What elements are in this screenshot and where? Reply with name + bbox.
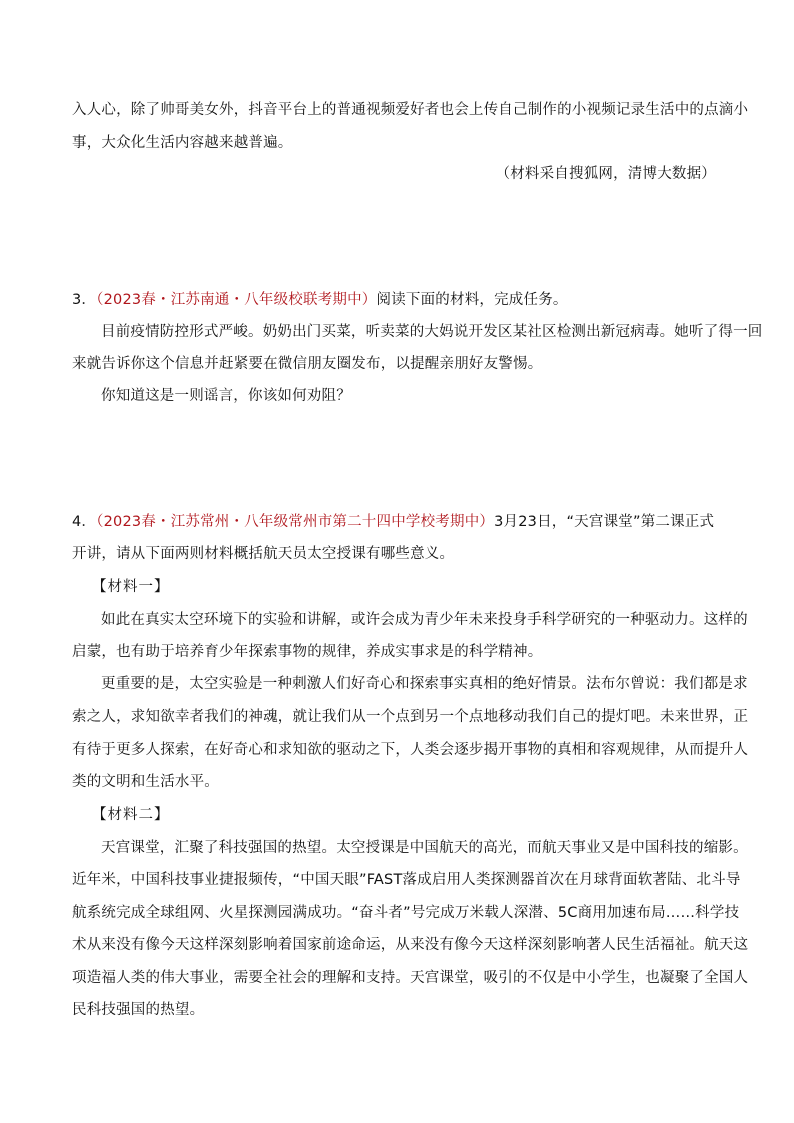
paragraph-line: 民科技强国的热望。	[72, 1002, 205, 1018]
paragraph-line: 索之人，求知欲幸者我们的神魂，就让我们从一个点到另一个点地移动我们自己的提灯吧。未来世界，正	[72, 709, 749, 725]
paragraph-line: 有待于更多人探索，在好奇心和求知欲的驱动之下，人类会逐步揭开事物的真相和容观规律，从而提升人	[72, 742, 749, 758]
question-number: 4．	[72, 514, 97, 530]
paragraph-line: 类的文明和生活水平。	[72, 774, 219, 790]
question-prompt: 阅读下面的材料，完成任务。	[376, 292, 568, 308]
paragraph-line: 近年米，中国科技事业捷报频传，“中国天眼”FAST落成启用人类探测器首次在月球背面软著陆、北斗导	[72, 872, 741, 888]
paragraph-line: 术从来没有像今天这样深刻影响着国家前途命运，从来没有像今天这样深刻影响著人民生活福祉。航天这	[72, 937, 749, 953]
question-4-header	[72, 512, 722, 532]
question-number: 3．	[72, 292, 97, 308]
question-task: 你知道这是一则谣言，你该如何劝阻？	[101, 388, 351, 404]
paragraph-line: 启蒙，也有助于培养育少年探索事物的规律，养成实事求是的科学精神。	[72, 644, 543, 660]
paragraph-line: 航系统完成全球组网、火星探测园满成功。“奋斗者”号完成万米载人深潜、5C商用加速布局……科学技	[72, 905, 740, 921]
question-prompt: 3月23日，“天宫课堂”第二课正式	[494, 514, 715, 530]
material-1-title: 【材料一】	[92, 579, 170, 595]
paragraph-line: 入人心，除了帅哥美女外，抖音平台上的普通视频爱好者也会上传自己制作的小视频记录生活中的点滴小	[72, 102, 749, 118]
paragraph-line: 事，大众化生活内容越来越普遍。	[72, 135, 293, 151]
question-source: （2023春・江苏常州・八年级常州市第二十四中学校考期中）	[96, 514, 495, 530]
paragraph-line: 来就告诉你这个信息并赶紧要在微信朋友圈发布，以提醒亲朋好友警惕。	[72, 356, 543, 372]
paragraph-line: 如此在真实太空环境下的实验和讲解，或许会成为青少年未来投身手科学研究的一种驱动力。这样的	[101, 612, 748, 628]
paragraph-line: 项造福人类的伟大事业，需要全社会的理解和支持。天宫课堂，吸引的不仅是中小学生，也凝聚了全国人	[72, 970, 749, 986]
paragraph-line: 天宫课堂，汇聚了科技强国的热望。太空授课是中国航天的高光，而航天事业又是中国科技的缩影。	[101, 840, 748, 856]
paragraph-line: 目前疫情防控形式严峻。奶奶出门买菜，听卖菜的大妈说开发区某社区检测出新冠病毒。她听了得一回	[101, 324, 763, 340]
question-3-header	[72, 290, 722, 310]
material-source-citation: （材料采自搜狐网，清博大数据）	[495, 166, 716, 182]
material-2-title: 【材料二】	[92, 807, 170, 823]
question-prompt-continued: 开讲，请从下面两则材料概括航天员太空授课有哪些意义。	[72, 546, 455, 562]
paragraph-line: 更重要的是，太空实验是一种刺激人们好奇心和探索事实真相的绝好情景。法布尔曾说：我们都是求	[101, 676, 748, 692]
question-source: （2023春・江苏南通・八年级校联考期中）	[96, 292, 377, 308]
